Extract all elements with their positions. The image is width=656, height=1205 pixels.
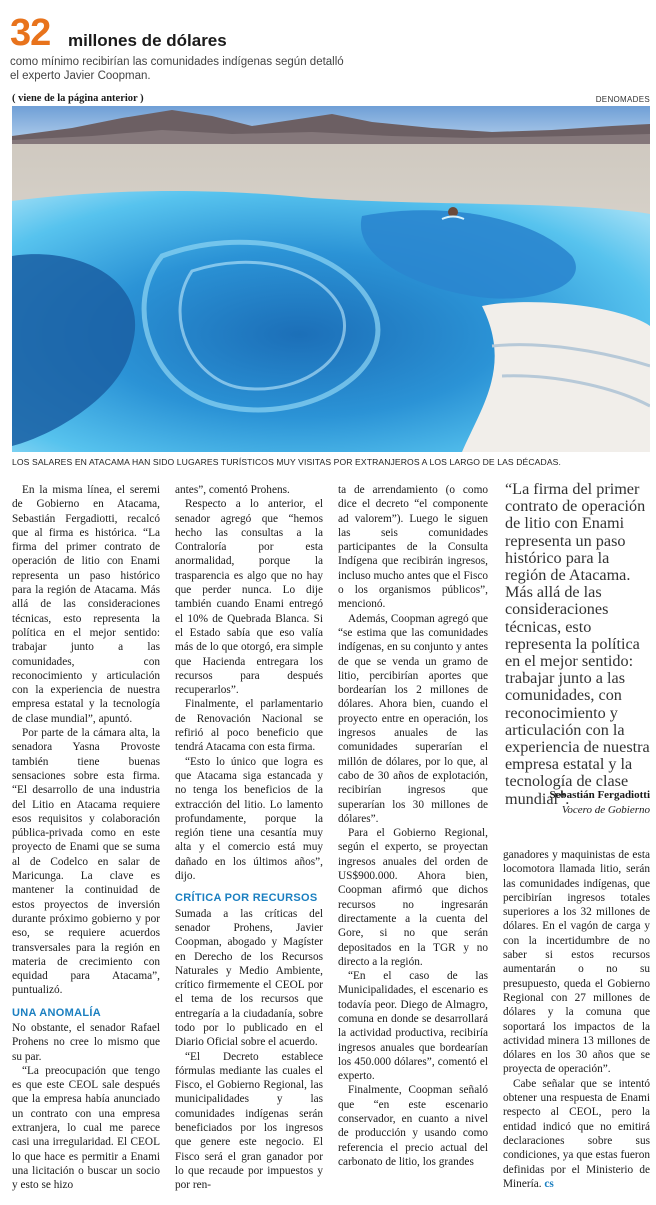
pull-quote-role: Vocero de Gobierno <box>561 804 650 816</box>
salar-photo <box>12 106 650 452</box>
article-column-3 <box>338 483 488 1169</box>
continued-from-previous-page: ( viene de la página anterior ) <box>12 93 144 104</box>
article-column-1 <box>12 483 160 1193</box>
paragraph <box>503 1077 650 1191</box>
end-mark-icon: cs <box>544 1177 554 1190</box>
salar-lagoon-illustration <box>12 106 650 452</box>
paragraph: ta de arrendamiento (o como dice el decreto “el componente ad valorem”). Luego le siguen las seis comunidades participantes de la Consulta Indígena que recibirán ingresos, incluso mucho antes que el Fisco o los organismos públicos”, mencionó. <box>338 484 488 611</box>
paragraph: “En el caso de las Municipalidades, el escenario es todavía peor. Diego de Almagro, comuna en donde se desarrollará la actividad productiva, recibiría ingresos anuales que bordearían los 450.000 dólares”, comentó el experto. <box>338 970 488 1083</box>
paragraph: No obstante, el senador Rafael Prohens no cree lo mismo que su par. <box>12 1021 160 1063</box>
paragraph: Finalmente, Coopman señaló que “en este escenario conservador, en cuanto a nivel de producción y usando como referencia el precio actual del carbonato de litio, los grandes <box>338 1084 488 1168</box>
paragraph: ganadores y maquinistas de esta locomotora llamada litio, serán las comunidades indígenas, que percibirían ingresos totales superiores a los 32 millones de dólares. En el vagón de carga y con la incertidumbre de no saber si estos recursos aumentarán o no su presupuesto, queda el Gobierno Regional con 27 millones de dólares y la comuna que soportará los impactos de la actividad minera 13 millones de dólares en los 30 años que se proyecta de operación”. <box>503 849 650 1076</box>
paragraph: “La preocupación que tengo es que este CEOL sale después que la empresa había anunciado un contrato con una empresa extranjera, lo cual me parece casi una irregularidad. El CEOL lo que hace es permitir a Enami una licitación o buscar un socio y esto se hizo <box>12 1064 160 1192</box>
stat-label: millones de dólares <box>68 31 227 50</box>
paragraph: antes”, comentó Prohens. <box>175 484 290 496</box>
paragraph: Respecto a lo anterior, el senador agregó que “hemos hecho las consultas a la Contraloría por esta anormalidad, porque la trasparencia es algo que no hay que perder nunca. Lo dije también cuando Enami entregó el 10% de Quebrada Blanca. Si el Estado sabía que eso valía más de lo que otorgó, era simple que Hacienda entregara los recursos para después recuperarlos”. <box>175 498 323 697</box>
pull-quote: “La firma del primer contrato de operación de litio con Enami representa un paso histórico para la región de Atacama. Más allá de las consideraciones técnicas, esto representa la política en el mejor sentido: trabajar junto a las comunidades, con reconocimiento y articulación con la experiencia de nuestra empresa estatal y la tecnología de clase mundial”. <box>505 480 650 808</box>
photo-credit: DENOMADES <box>595 95 650 104</box>
subhead-critica-por-recursos: CRÍTICA POR RECURSOS <box>175 892 318 905</box>
paragraph: “Esto lo único que logra es que Atacama siga estancada y no tenga los beneficios de la extracción del litio. Lo lamento profundamente, porque la región tiene una cesantía muy alta y el comercio está muy dañado en los últimos años”, dijo. <box>175 755 323 883</box>
pull-quote-author: Sebastián Fergadiotti <box>549 789 650 801</box>
paragraph: Sumada a las críticas del senador Prohens, Javier Coopman, abogado y Magíster en Derecho de los Recursos Naturales y Medio Ambiente, crítico firmemente el CEOL por el tema de los recursos que entregaría a la ciudadanía, sobre todo por lo publicado en el Diario Oficial sobre el acuerdo. <box>175 907 323 1049</box>
stat-number: 32 <box>10 12 51 54</box>
paragraph-text: Cabe señalar que se intentó obtener una respuesta de Enami respecto al CEOL, pero la entidad indicó que no emitirá declaraciones sobre sus condiciones, ya que estas fueron definidas por el Ministerio de Minería. <box>503 1077 650 1190</box>
paragraph: Para el Gobierno Regional, según el experto, se proyectan ingresos anuales del orden de US$900.000. Ahora bien, Coopman afirmó que dichos recursos no ingresarán directamente a la cuenta del Gore, si no que serán depositados en la TGR y no directo a la región. <box>338 827 488 968</box>
paragraph: Por parte de la cámara alta, la senadora Yasna Provoste también tiene buenas sensaciones sobre esta firma. “El desarrollo de una industria del Litio en Atacama requiere esos requisitos y colaboración pública-privada como en este proyecto de Enami que se suma al de Codelco en salar de Maricunga. La clave es mantener la continuidad de estos proyectos de inversión durante próximo gobierno y por eso, se requiere acuerdos transversales para la región en materia de crecimiento con equidad para Atacama”, puntualizó. <box>12 727 160 997</box>
article-column-4 <box>503 848 650 1191</box>
paragraph: Finalmente, el parlamentario de Renovación Nacional se refirió al poco beneficio que tendrá Atacama con esta firma. <box>175 698 323 754</box>
paragraph: “El Decreto establece fórmulas mediante las cuales el Fisco, el Gobierno Regional, las municipalidades y las comunidades indígenas serán beneficiados por los ingresos que genere este negocio. El Fisco será el gran ganador por lo que recaude por impuestos y por ren- <box>175 1050 323 1192</box>
paragraph: Además, Coopman agregó que “se estima que las comunidades indígenas, en su conjunto y antes de que se venda un gramo de litio, percibirían aportes que bordearían los 2 millones de dólares. Ahora bien, cuando el proyecto entre en operación, los ingresos anuales de las comunidades superarían el millón de dólares, por lo que, al cabo de 30 años de explotación, recibirían ingresos que superarían los 30 millones de dólares”. <box>338 612 488 825</box>
stat-description: como mínimo recibirían las comunidades indígenas según detalló el experto Javier Coopman. <box>10 56 344 82</box>
stat-header <box>10 12 650 82</box>
article-column-2 <box>175 483 323 1193</box>
photo-caption: LOS SALARES EN ATACAMA HAN SIDO LUGARES TURÍSTICOS MUY VISITAS POR EXTRANJEROS A LOS LARGO DE LAS DÉCADAS. <box>12 457 561 467</box>
subhead-una-anomalia: UNA ANOMALÍA <box>12 1006 101 1019</box>
paragraph: En la misma línea, el seremi de Gobierno en Atacama, Sebastián Fergadiotti, recalcó que al firma es histórica. “La firma del primer contrato de operación de litio con Enami representa un paso histórico para la región de Atacama. Más allá de las consideraciones técnicas, esto representa la política en el mejor sentido: trabajar junto a las comunidades, con reconocimiento y articulación con la experiencia de nuestra empresa estatal y la tecnología de clase mundial”, apuntó. <box>12 484 160 725</box>
